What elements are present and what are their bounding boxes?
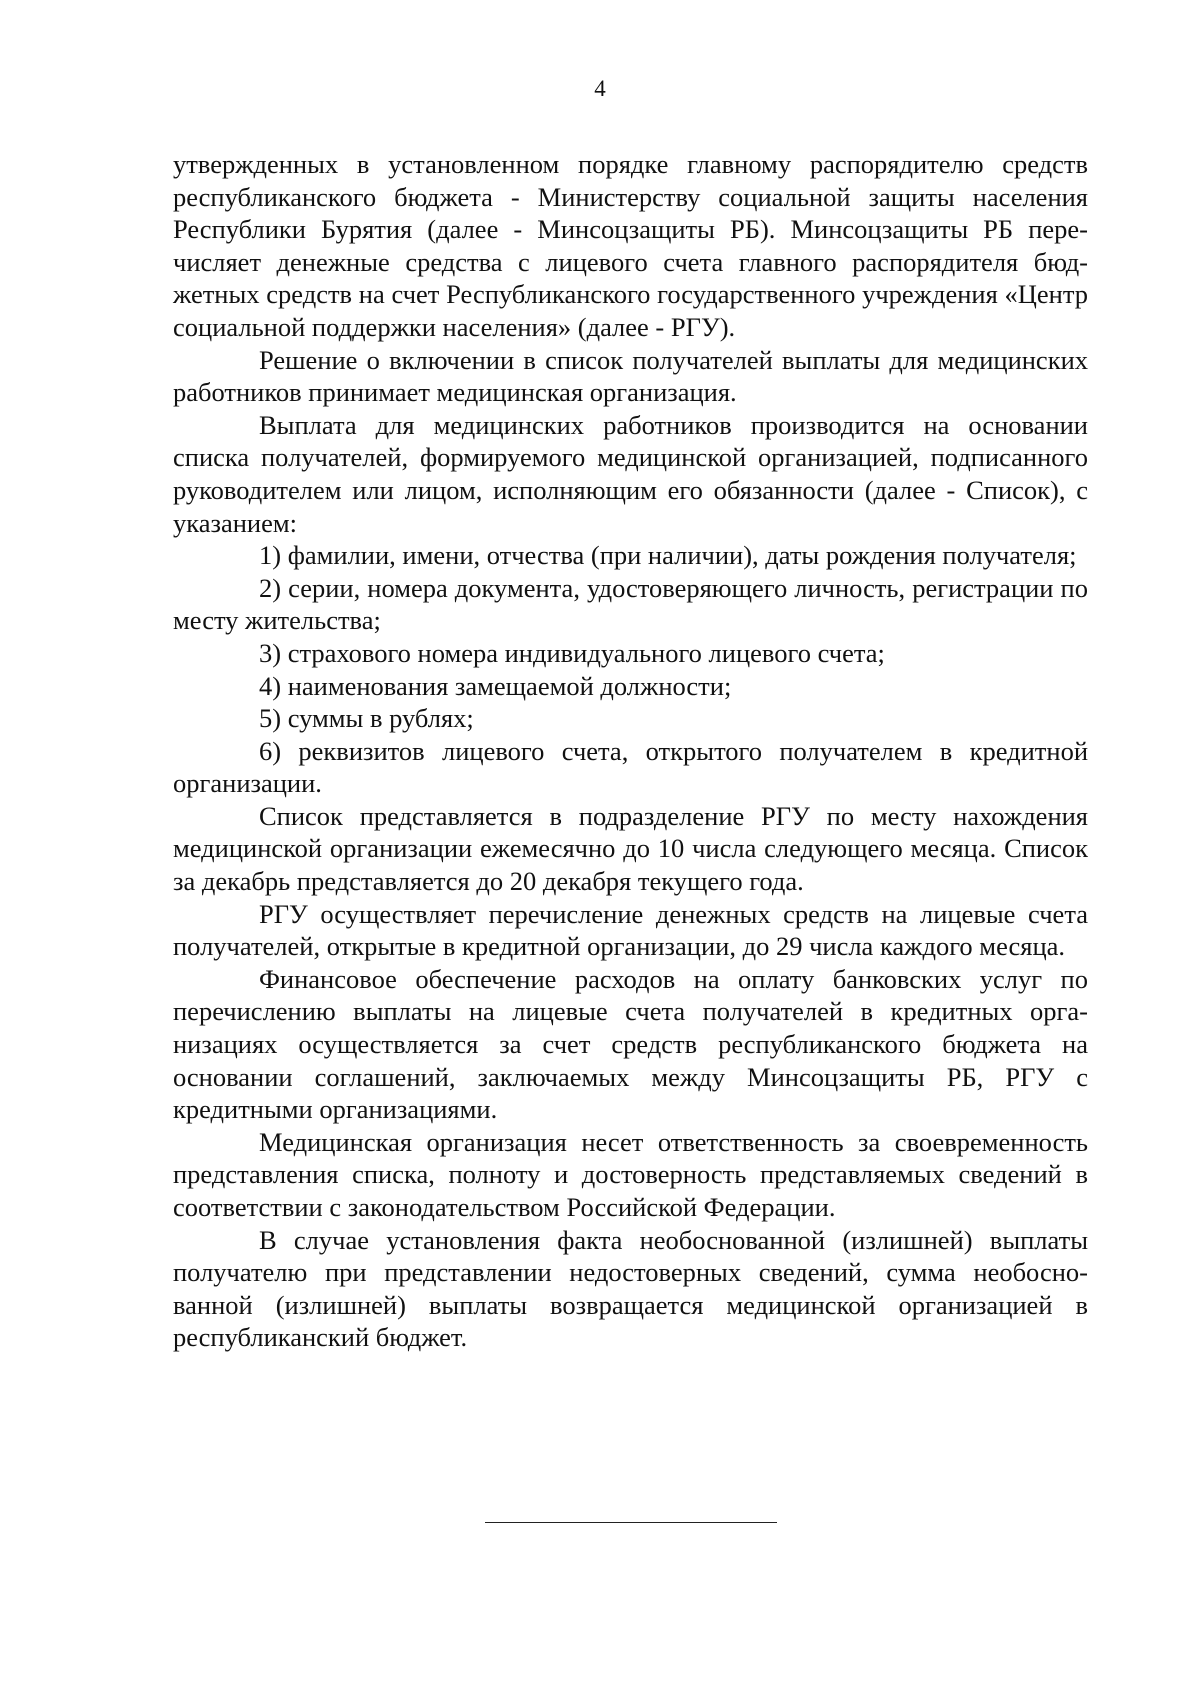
list-item-6: 6) реквизитов лицевого счета, открытого получателем в кредитной организации.	[173, 735, 1088, 799]
list-item-1: 1) фамилии, имени, отчества (при наличии), даты рождения получателя;	[259, 540, 1077, 571]
paragraph-financing: Финансовое обеспечение расходов на оплату банковских услуг по перечислению выплаты на лицевые счета получателей в кредитных организациях осуществляется за счет средств республиканского бюджета на основании соглашений, заключаемых между Минсоцзащиты РБ, РГУ с кредитными организациями.	[173, 963, 1088, 1125]
list-item-2: 2) серии, номера документа, удостоверяющего личность, регистрации по месту жительства;	[173, 572, 1088, 636]
paragraph-decision: Решение о включении в список получателей выплаты для медицинских работников принимает медицинская организация.	[173, 344, 1088, 408]
paragraph-continuation: утвержденных в установленном порядке главному распорядителю средств республиканского бюджета - Министерству социальной защиты населения Республики Бурятия (далее - Минсоцзащиты РБ). Минсоцзащиты РБ перечисляет денежные средства с лицевого счета главного распорядителя бюджетных средств на счет Республиканского государственного учреждения «Центр социальной поддержки населения» (далее - РГУ).	[173, 149, 1088, 342]
list-item-4: 4) наименования замещаемой должности;	[259, 670, 732, 701]
footer-divider	[485, 1522, 777, 1523]
page-number: 4	[594, 76, 606, 101]
paragraph-refund: В случае установления факта необоснованной (излишней) выплаты получателю при представлении недостоверных сведений, сумма необоснованной (излишней) выплаты возвращается медицинской организацией в республиканский бюджет.	[173, 1224, 1088, 1353]
paragraph-responsibility: Медицинская организация несет ответственность за своевременность представления списка, полноту и достоверность представляемых сведений в соответствии с законодательством Российской Федерации.	[173, 1126, 1088, 1222]
list-item-3: 3) страхового номера индивидуального лицевого счета;	[259, 637, 885, 668]
paragraph-transfer: РГУ осуществляет перечисление денежных средств на лицевые счета получателей, открытые в кредитной организации, до 29 числа каждого месяца.	[173, 898, 1088, 962]
paragraph-list-basis: Выплата для медицинских работников производится на основании списка получателей, формируемого медицинской организацией, подписанного руководителем или лицом, исполняющим его обязанности (далее - Список), с указанием:	[173, 409, 1088, 538]
paragraph-submission: Список представляется в подразделение РГУ по месту нахождения медицинской организации ежемесячно до 10 числа следующего месяца. Список за декабрь представляется до 20 декабря текущего года.	[173, 800, 1088, 897]
list-item-5: 5) суммы в рублях;	[259, 703, 474, 734]
document-body	[173, 148, 1088, 1354]
